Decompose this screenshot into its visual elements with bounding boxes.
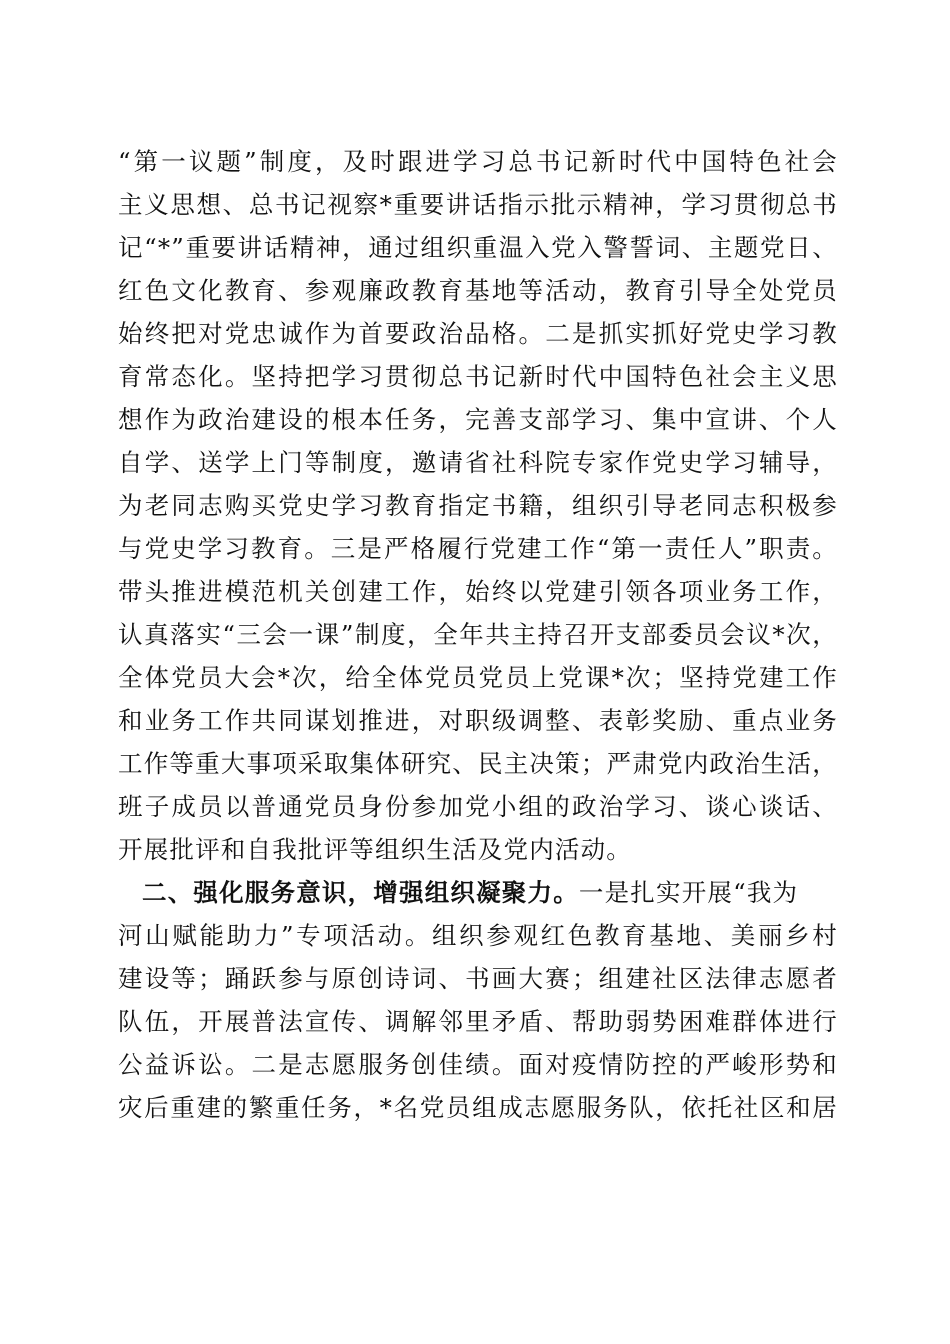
text-line: “第一议题”制度，及时跟进学习总书记新时代中国特色社会	[118, 147, 838, 176]
text-line: 和业务工作共同谋划推进，对职级调整、表彰奖励、重点业务	[118, 706, 838, 735]
text-line: 为老同志购买党史学习教育指定书籍，组织引导老同志积极参	[118, 491, 838, 520]
text-line: 灾后重建的繁重任务，*名党员组成志愿服务队，依托社区和居	[118, 1093, 838, 1122]
text-line: 育常态化。坚持把学习贯彻总书记新时代中国特色社会主义思	[118, 362, 838, 391]
text-line: 想作为政治建设的根本任务，完善支部学习、集中宣讲、个人	[118, 405, 838, 434]
section-heading: 二、强化服务意识，增强组织凝聚力。	[142, 878, 579, 907]
text-line: 开展批评和自我批评等组织生活及党内活动。	[118, 835, 632, 864]
text-line: 自学、送学上门等制度，邀请省社科院专家作党史学习辅导，	[118, 448, 838, 477]
paragraph-service-awareness	[118, 871, 838, 1129]
paragraph-party-building	[118, 140, 838, 871]
text-line	[118, 871, 838, 914]
text-line: 建设等；踊跃参与原创诗词、书画大赛；组建社区法律志愿者	[118, 964, 838, 993]
text-line: 与党史学习教育。三是严格履行党建工作“第一责任人”职责。	[118, 534, 838, 563]
text-line: 全体党员大会*次，给全体党员党员上党课*次；坚持党建工作	[118, 663, 838, 692]
text-line: 带头推进模范机关创建工作，始终以党建引领各项业务工作，	[118, 577, 838, 606]
text-line: 队伍，开展普法宣传、调解邻里矛盾、帮助弱势困难群体进行	[118, 1007, 838, 1036]
text-line: 班子成员以普通党员身份参加党小组的政治学习、谈心谈话、	[118, 792, 838, 821]
text-line: 工作等重大事项采取集体研究、民主决策；严肃党内政治生活，	[118, 749, 838, 778]
text-line: 红色文化教育、参观廉政教育基地等活动，教育引导全处党员	[118, 276, 838, 305]
text-line: 认真落实“三会一课”制度，全年共主持召开支部委员会议*次，	[118, 620, 838, 649]
text-line: 公益诉讼。二是志愿服务创佳绩。面对疫情防控的严峻形势和	[118, 1050, 838, 1079]
text-run: 一是扎实开展“我为	[578, 878, 799, 907]
text-line: 主义思想、总书记视察*重要讲话指示批示精神，学习贯彻总书	[118, 190, 838, 219]
text-line: 河山赋能助力”专项活动。组织参观红色教育基地、美丽乡村	[118, 921, 838, 950]
text-line: 始终把对党忠诚作为首要政治品格。二是抓实抓好党史学习教	[118, 319, 838, 348]
text-line: 记“*”重要讲话精神，通过组织重温入党入警誓词、主题党日、	[118, 233, 838, 262]
